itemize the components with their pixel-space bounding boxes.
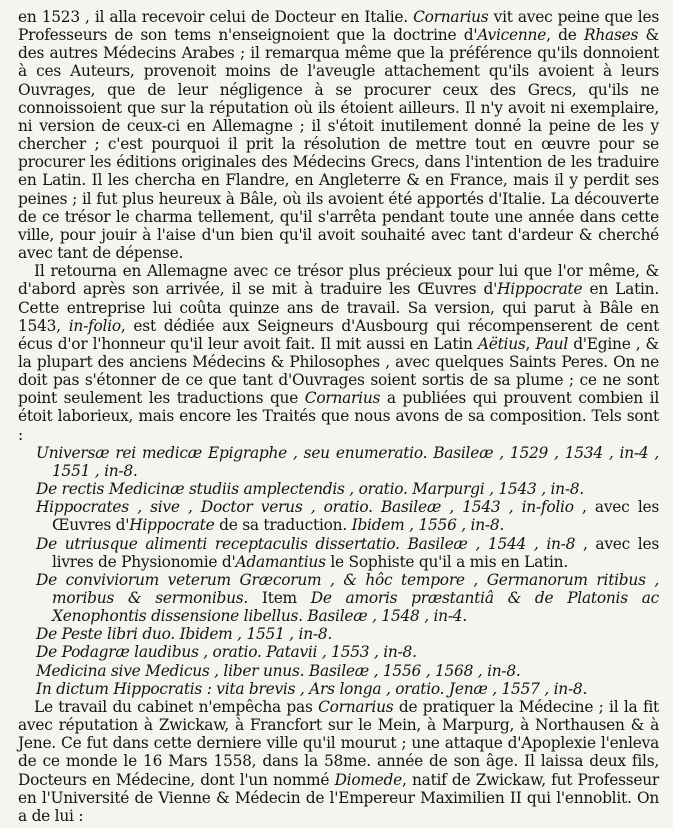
italic-text-run: De amoris præstantiâ & de Platonis ac Xenophontis dissensione libellus. Basileæ , 1548 , in-4.	[52, 589, 659, 626]
text-run: le Sophiste qu'il a mis en Latin.	[325, 552, 568, 571]
text-run: Item	[248, 589, 311, 607]
italic-text-run: Paul	[535, 334, 569, 353]
text-run: en Latin. Cette entreprise lui coûta quinze ans de travail. Sa version, qui parut à Bâle en 1543,	[18, 280, 659, 335]
paragraph-2	[18, 262, 659, 444]
italic-text-run: Cornarius	[304, 389, 381, 408]
work-entry	[18, 625, 659, 643]
work-entry	[18, 571, 659, 625]
italic-text-run: Diomede	[334, 770, 403, 789]
italic-text-run: Rhases	[584, 26, 639, 45]
text-run: , est dédiée aux Seigneurs d'Ausbourg qui récompenserent de cent écus d'or l'honneur qu'il leur avoit fait. Il mit aussi en Latin	[18, 316, 659, 353]
italic-text-run: Adamantius	[235, 552, 326, 571]
text-run: d'Egine , & la plupart des anciens Médecins & Philosophes , avec quelques Saints Peres. On ne doit pas s'étonner de ce que tant d'Ouvrages soient sortis de sa plume ; ce ne sont point seulement les traductions que	[18, 334, 659, 408]
works-list	[18, 444, 659, 698]
text-run: vit avec peine que les Professeurs de son tems n'enseignoient que la doctrine d'	[18, 8, 659, 45]
work-entry	[18, 535, 659, 571]
italic-text-run: De Podagræ laudibus , oratio. Patavii , 1553 , in-8.	[36, 643, 417, 662]
text-run: ,	[525, 334, 536, 353]
italic-text-run: De utriusque alimenti receptaculis dissertatio. Basileæ , 1544 , in-8	[36, 534, 576, 553]
italic-text-run: Medicina sive Medicus , liber unus. Basileæ , 1556 , 1568 , in-8.	[36, 661, 521, 680]
italic-text-run: De conviviorum veterum Græcorum , & hôc tempore , Germanorum ritibus , moribus & sermonibus.	[36, 570, 659, 607]
text-run: , avec les Œuvres d'	[52, 498, 659, 535]
text-run: , avec les livres de Physionomie d'	[52, 534, 659, 571]
italic-text-run: De rectis Medicinæ studiis amplectendis , oratio. Marpurgi , 1543 , in-8.	[36, 480, 584, 499]
paragraph-1	[18, 8, 659, 262]
work-entry	[18, 643, 659, 661]
body-text	[18, 8, 659, 444]
italic-text-run: Hippocrate	[129, 516, 215, 535]
italic-text-run: in-folio	[68, 316, 121, 335]
body-text-2	[18, 698, 659, 825]
italic-text-run: Hippocrate	[497, 280, 583, 299]
italic-text-run: De Peste libri duo. Ibidem , 1551 , in-8.	[36, 625, 333, 644]
text-run: Il retourna en Allemagne avec ce trésor plus précieux pour lui que l'or même, & d'abord après son arrivée, il se mit à traduire les Œuvres d'	[18, 262, 659, 299]
text-run: & des autres Médecins Arabes ; il remarqua même que la préférence qu'ils donnoient à ces Auteurs, provenoit moins de l'aveugle attachement qu'ils avoient à leurs Ouvrages, que de leur négligence à se procurer ceux des Grecs, qu'ils ne connoissoient que sur la réputation où ils étoient ailleurs. Il n'y avoit ni exemplaire, ni version de ceux-ci en Allemagne ; il s'étoit inutilement donné la peine de les y chercher ; c'est pourquoi il prit la résolution de mettre tout en œuvre pour se procurer les éditions originales des Médecins Grecs, dans l'intention de les traduire en Latin. Il les chercha en Flandre, en Angleterre & en France, mais il y perdit ses peines ; il fut plus heureux à Bâle, où ils avoient été apportés d'Italie. La découverte de ce trésor le charma tellement, qu'il s'arrêta pendant toute une année dans cette ville, pour jouir à l'aise d'un bien qu'il avoit souhaité avec tant d'ardeur & cherché avec tant de dépense.	[18, 26, 660, 263]
text-run: en 1523 , il alla recevoir celui de Docteur en Italie.	[18, 8, 414, 26]
work-entry	[18, 498, 659, 534]
italic-text-run: Universæ rei medicæ Epigraphe , seu enumeratio. Basileæ , 1529 , 1534 , in-4 , 1551 , in-8.	[36, 443, 659, 480]
text-run: , natif de Zwickaw, fut Professeur en l'Université de Vienne & Médecin de l'Empereur Maximilien II qui l'ennoblit. On a de lui :	[18, 770, 659, 825]
text-run: Le travail du cabinet n'empêcha pas	[34, 697, 319, 716]
work-entry	[18, 680, 659, 698]
work-entry	[18, 444, 659, 480]
italic-text-run: Avicenne	[477, 26, 547, 45]
italic-text-run: Cornarius	[413, 8, 489, 26]
text-run: de pratiquer la Médecine ; il la fit avec réputation à Zwickaw, à Francfort sur le Mein, à Marpurg, à Northausen & à Jene. Ce fut dans cette derniere ville qu'il mourut ; une attaque d'Apoplexie l'enleva de ce monde le 16 Mars 1558, dans la 58me. année de son âge. Il laissa deux fils, Docteurs en Médecine, dont l'un nommé	[18, 697, 659, 789]
italic-text-run: Cornarius	[318, 697, 394, 716]
text-run: , de	[546, 26, 585, 45]
work-entry	[18, 480, 659, 498]
italic-text-run: Hippocrates , sive , Doctor verus , oratio. Basileæ , 1543 , in-folio	[36, 498, 574, 517]
italic-text-run: In dictum Hippocratis : vita brevis , Ars longa , oratio. Jenæ , 1557 , in-8.	[36, 679, 588, 698]
italic-text-run: Ibidem , 1556 , in-8.	[351, 516, 505, 535]
italic-text-run: Aëtius	[477, 334, 526, 353]
text-run: de sa traduction.	[214, 516, 352, 535]
work-entry	[18, 662, 659, 680]
paragraph-3	[18, 698, 659, 825]
text-run: a publiées qui prouvent combien il étoit laborieux, mais encore les Traités que nous avons de sa composition. Tels sont :	[18, 389, 659, 444]
